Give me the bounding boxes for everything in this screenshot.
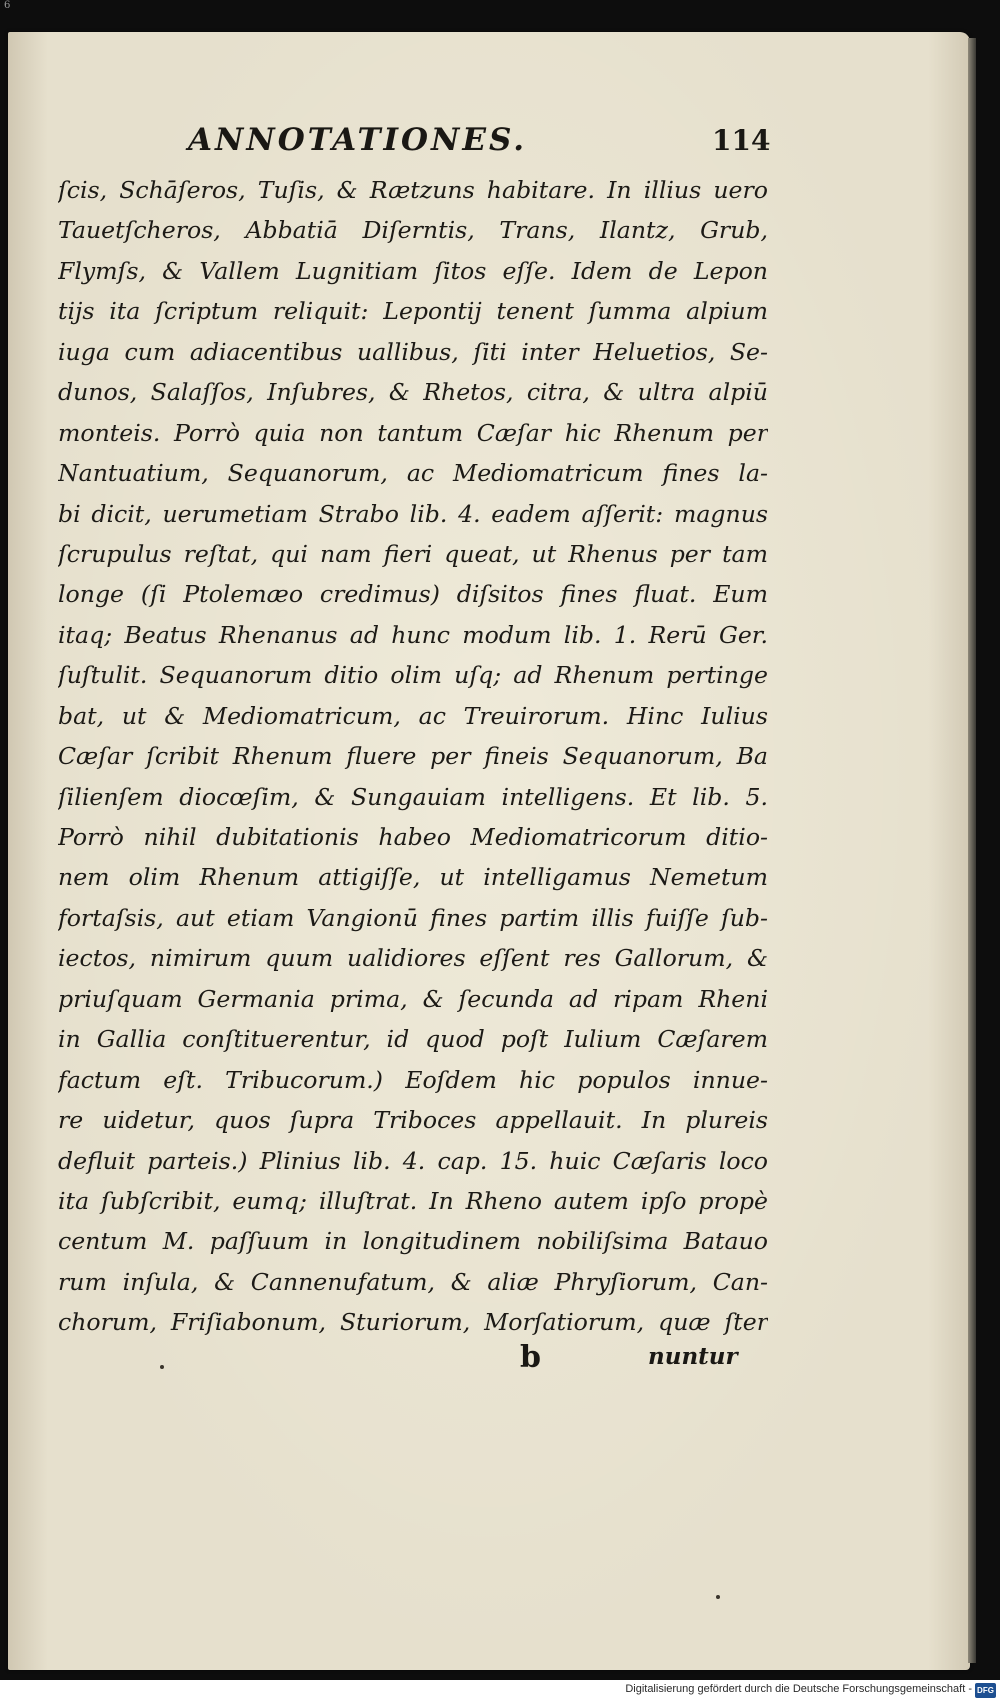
paper-speck [160, 1365, 164, 1369]
text-line: nem olim Rhenum attigiſſe, ut intelligamus Nemetum [58, 863, 768, 892]
text-line: tijs ita ſcriptum reliquit: Lepontij tenent ſumma alpium [58, 297, 768, 326]
text-line: bi dicit, uerumetiam Strabo lib. 4. eadem aſſerit: magnus [58, 499, 768, 528]
text-line: dunos, Salaſſos, Inſubres, & Rhetos, citra, & ultra alpiū [58, 378, 768, 407]
text-line: ſuſtulit. Sequanorum ditio olim uſq; ad Rhenum pertinge [58, 661, 768, 690]
text-line: defluit parteis.) Plinius lib. 4. cap. 15. huic Cæſaris loco [58, 1146, 768, 1175]
footer-bar [0, 1680, 1000, 1703]
text-line: ſcis, Schāſeros, Tuſis, & Rætzuns habitare. In illius uero [58, 176, 768, 204]
text-line: fortaſsis, aut etiam Vangionū fines partim illis fuiſſe ſub- [58, 903, 768, 932]
signature-mark: b [520, 1340, 541, 1375]
text-line: Porrò nihil dubitationis habeo Mediomatricorum ditio- [58, 823, 768, 851]
page-number: 114 [712, 124, 771, 157]
text-line: Cæſar ſcribit Rhenum fluere per fineis Sequanorum, Ba [58, 742, 768, 771]
dfg-logo: DFG [975, 1683, 996, 1698]
text-line: Nantuatium, Sequanorum, ac Mediomatricum fines la- [58, 459, 768, 488]
text-line: centum M. paſſuum in longitudinem nobiliſsima Batauo [58, 1227, 768, 1256]
running-head: ANNOTATIONES. [188, 122, 528, 158]
page-edge-shadow [968, 38, 976, 1663]
funding-credit: Digitalisierung gefördert durch die Deutsche Forschungsgemeinschaft - [625, 1683, 972, 1695]
text-line: longe (ſi Ptolemæo credimus) diſsitos fines fluat. Eum [58, 580, 768, 609]
text-line: iuga cum adiacentibus uallibus, ſiti inter Heluetios, Se- [58, 337, 768, 366]
text-line: priuſquam Germania prima, & ſecunda ad ripam Rheni [58, 984, 768, 1013]
body-text [58, 170, 768, 1343]
paper-speck [716, 1595, 720, 1599]
text-line: ſilienſem diocœſim, & Sungauiam intelligens. Et lib. 5. [58, 782, 768, 811]
text-line: ſcrupulus reſtat, qui nam fieri queat, ut Rhenus per tam [58, 539, 768, 568]
text-line: monteis. Porrò quia non tantum Cæſar hic Rhenum per [58, 418, 768, 447]
top-corner-mark: 6 [4, 0, 11, 11]
text-line: iectos, nimirum quum ualidiores eſſent res Gallorum, & [58, 944, 768, 973]
text-line: re uidetur, quos ſupra Triboces appellauit. In plureis [58, 1106, 768, 1135]
text-line: in Gallia conſtituerentur, id quod poſt Iulium Cæſarem [58, 1025, 768, 1054]
text-line: chorum, Friſiabonum, Sturiorum, Morſatiorum, quæ ſter [58, 1308, 768, 1337]
catchword: nuntur [648, 1343, 738, 1370]
text-line: factum eſt. Tribucorum.) Eoſdem hic populos innue- [58, 1065, 768, 1094]
text-line: Tauetſcheros, Abbatiā Diſerntis, Trans, Ilantz, Grub, [58, 216, 768, 245]
text-line: ita ſubſcribit, eumq; illuſtrat. In Rheno autem ipſo propè [58, 1186, 768, 1215]
text-line: itaq; Beatus Rhenanus ad hunc modum lib. 1. Rerū Ger. [58, 620, 768, 649]
text-line: Flymſs, & Vallem Lugnitiam ſitos eſſe. Idem de Lepon [58, 256, 768, 285]
text-line: bat, ut & Mediomatricum, ac Treuirorum. Hinc Iulius [58, 701, 768, 730]
text-line: rum inſula, & Cannenufatum, & aliæ Phryſiorum, Can- [58, 1267, 768, 1296]
